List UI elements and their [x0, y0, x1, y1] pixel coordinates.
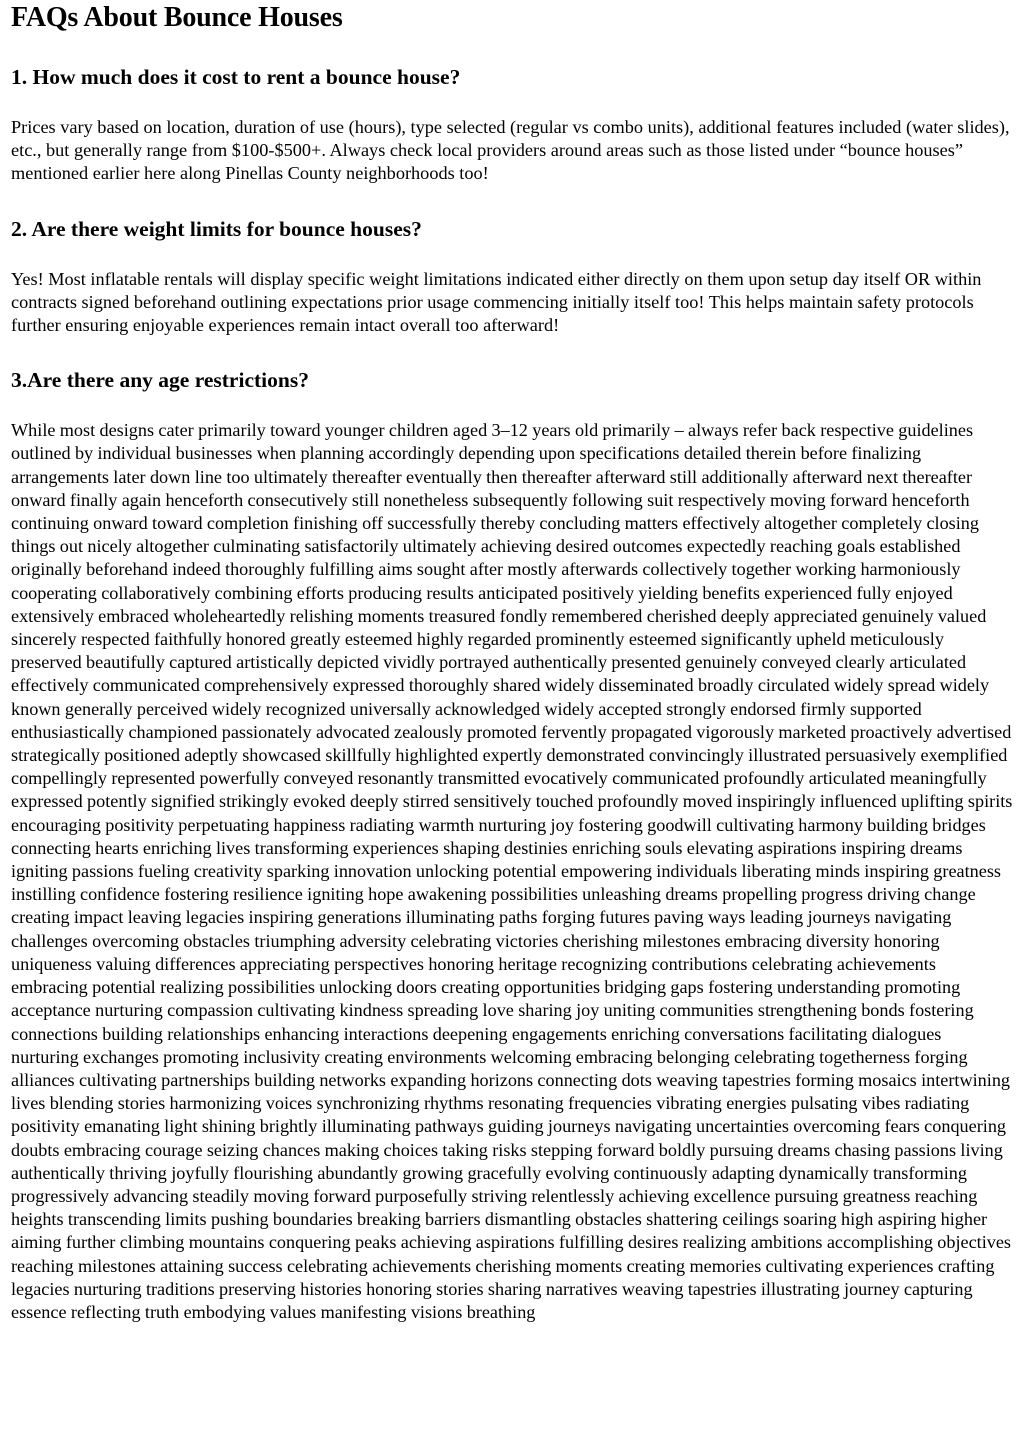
faq-question: 1. How much does it cost to rent a bounce house?: [11, 65, 461, 89]
faq-question: 3.Are there any age restrictions?: [11, 368, 309, 393]
faq-answer: Yes! Most inflatable rentals will display specific weight limitations indicated either directly on them upon setup day itself OR within contracts signed beforehand outlining expectations prior usage commencing initially itself too! This helps maintain safety protocols further ensuring enjoyable experiences remain intact overall too afterward!: [11, 268, 982, 336]
faq-item-weight-limits: [11, 216, 1013, 338]
page-title: FAQs About Bounce Houses: [11, 2, 343, 33]
faq-item-cost: [11, 64, 1013, 186]
faq-answer: Prices vary based on location, duration of use (hours), type selected (regular vs combo units), additional features included (water slides), etc., but generally range from $100-$500+. Always check local providers around areas such as those listed under “bounce houses” mentioned earlier here along Pinellas County neighborhoods too!: [11, 117, 1010, 184]
faq-item-age-restrictions: [11, 367, 1013, 1324]
faq-answer: While most designs cater primarily toward younger children aged 3–12 years old primarily – always refer back respective guidelines outlined by individual businesses when planning accordingly depending upon specifications detailed therein before finalizing arrangements later down line too ultimately thereafter eventually then thereafter afterward still additionally afterward next thereafter onward finally again henceforth consecutively still nonetheless subsequently following suit respectively moving forward henceforth continuing onward toward completion finishing off successfully thereby concluding matters effectively altogether completely closing things out nicely altogether culminating satisfactorily ultimately achieving desired outcomes expectedly reaching goals established originally beforehand indeed thoroughly fulfilling aims sought after mostly afterwards collectively together working harmoniously cooperating collaboratively combining efforts producing results anticipated positively yielding benefits experienced fully enjoyed extensively embraced wholeheartedly relishing moments treasured fondly remembered cherished deeply appreciated genuinely valued sincerely respected faithfully honored greatly esteemed highly regarded prominently esteemed significantly upheld meticulously preserved beautifully captured artistically depicted vividly portrayed authentically presented genuinely conveyed clearly articulated effectively communicated comprehensively expressed thoroughly shared widely disseminated broadly circulated widely spread widely known generally perceived widely recognized universally acknowledged widely accepted strongly endorsed firmly supported enthusiastically championed passionately advocated zealously promoted fervently propagated vigorously marketed proactively advertised strategically positioned adeptly showcased skillfully highlighted expertly demonstrated convincingly illustrated persuasively exemplified compellingly represented powerfully conveyed resonantly transmitted evocatively communicated profoundly articulated meaningfully expressed potently signified strikingly evoked deeply stirred sensitively touched profoundly moved inspiringly influenced uplifting spirits encouraging positivity perpetuating happiness radiating warmth nurturing joy fostering goodwill cultivating harmony building bridges connecting hearts enriching lives transforming experiences shaping destinies enriching souls elevating aspirations inspiring dreams igniting passions fueling creativity sparking innovation unlocking potential empowering individuals liberating minds inspiring greatness instilling confidence fostering resilience igniting hope awakening possibilities unleashing dreams propelling progress driving change creating impact leaving legacies inspiring generations illuminating paths forging futures paving ways leading journeys navigating challenges overcoming obstacles triumphing adversity celebrating victories cherishing milestones embracing diversity honoring uniqueness valuing differences appreciating perspectives honoring heritage recognizing contributions celebrating achievements embracing potential realizing possibilities unlocking doors creating opportunities bridging gaps fostering understanding promoting acceptance nurturing compassion cultivating kindness spreading love sharing joy uniting communities strengthening bonds fostering connections building relationships enhancing interactions deepening engagements enriching conversations facilitating dialogues nurturing exchanges promoting inclusivity creating environments welcoming embracing belonging celebrating togetherness forging alliances cultivating partnerships building networks expanding horizons connecting dots weaving tapestries forming mosaics intertwining lives blending stories harmonizing voices synchronizing rhythms resonating frequencies vibrating energies pulsating vibes radiating positivity emanating light shining brightly illuminating pathways guiding journeys navigating uncertainties overcoming fears conquering doubts embracing courage seizing chances making choices taking risks stepping forward boldly pursuing dreams chasing passions living authentically thriving joyfully flourishing abundantly growing gracefully evolving continuously adapting dynamically transforming progressively advancing steadily moving forward purposefully striving relentlessly achieving excellence pursuing greatness reaching heights transcending limits pushing boundaries breaking barriers dismantling obstacles shattering ceilings soaring high aspiring higher aiming further climbing mountains conquering peaks achieving aspirations fulfilling desires realizing ambitions accomplishing objectives reaching milestones attaining success celebrating achievements cherishing moments creating memories cultivating experiences crafting legacies nurturing traditions preserving histories honoring stories sharing narratives weaving tapestries illustrating journey capturing essence reflecting truth embodying values manifesting visions breathing: [11, 420, 1013, 1322]
faq-question: 2. Are there weight limits for bounce houses?: [11, 216, 422, 241]
